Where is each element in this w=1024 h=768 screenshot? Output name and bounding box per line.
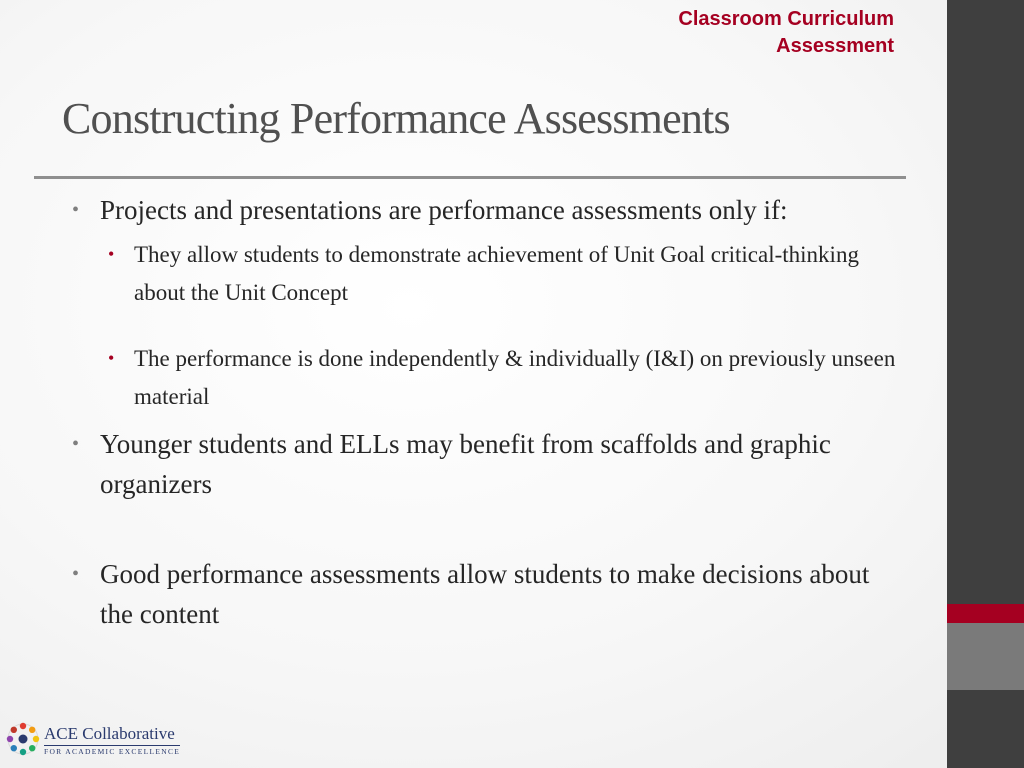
title-divider [34, 176, 906, 179]
sub-bullet-text: They allow students to demonstrate achievement of Unit Goal critical-thinking about the Unit Concept [134, 242, 859, 305]
sub-bullet-item [100, 340, 902, 416]
bullet-item [72, 424, 902, 504]
sidebar-accent-red [947, 604, 1024, 623]
sub-bullet-list [100, 236, 902, 416]
spacer [72, 504, 902, 554]
bullet-text: Projects and presentations are performance assessments only if: [100, 195, 788, 225]
ace-logo [6, 714, 184, 764]
logo-divider [44, 745, 180, 746]
ace-logo-icon [6, 722, 40, 756]
slide-content [72, 190, 902, 634]
bullet-dot-icon: • [72, 433, 80, 455]
header-label-line2: Assessment [776, 35, 894, 57]
bullet-dot-red-icon: • [108, 348, 115, 368]
bullet-item [72, 190, 902, 416]
slide-title: Constructing Performance Assessments [62, 94, 730, 143]
bullet-dot-red-icon: • [108, 244, 115, 264]
spacer [100, 312, 902, 340]
header-label [678, 6, 894, 60]
bullet-item [72, 554, 902, 634]
sub-bullet-text: The performance is done independently & individually (I&I) on previously unseen material [134, 346, 896, 409]
logo-tagline: FOR ACADEMIC EXCELLENCE [44, 747, 181, 756]
spacer [72, 416, 902, 424]
bullet-dot-icon: • [72, 199, 80, 221]
header-label-line1: Classroom Curriculum [678, 8, 894, 30]
sidebar-accent-grey [947, 623, 1024, 690]
logo-name: ACE Collaborative [44, 724, 175, 743]
bullet-dot-icon: • [72, 563, 80, 585]
sub-bullet-item [100, 236, 902, 312]
bullet-list [72, 190, 902, 634]
bullet-text: Younger students and ELLs may benefit from scaffolds and graphic organizers [100, 429, 831, 499]
bullet-text: Good performance assessments allow students to make decisions about the content [100, 559, 870, 629]
